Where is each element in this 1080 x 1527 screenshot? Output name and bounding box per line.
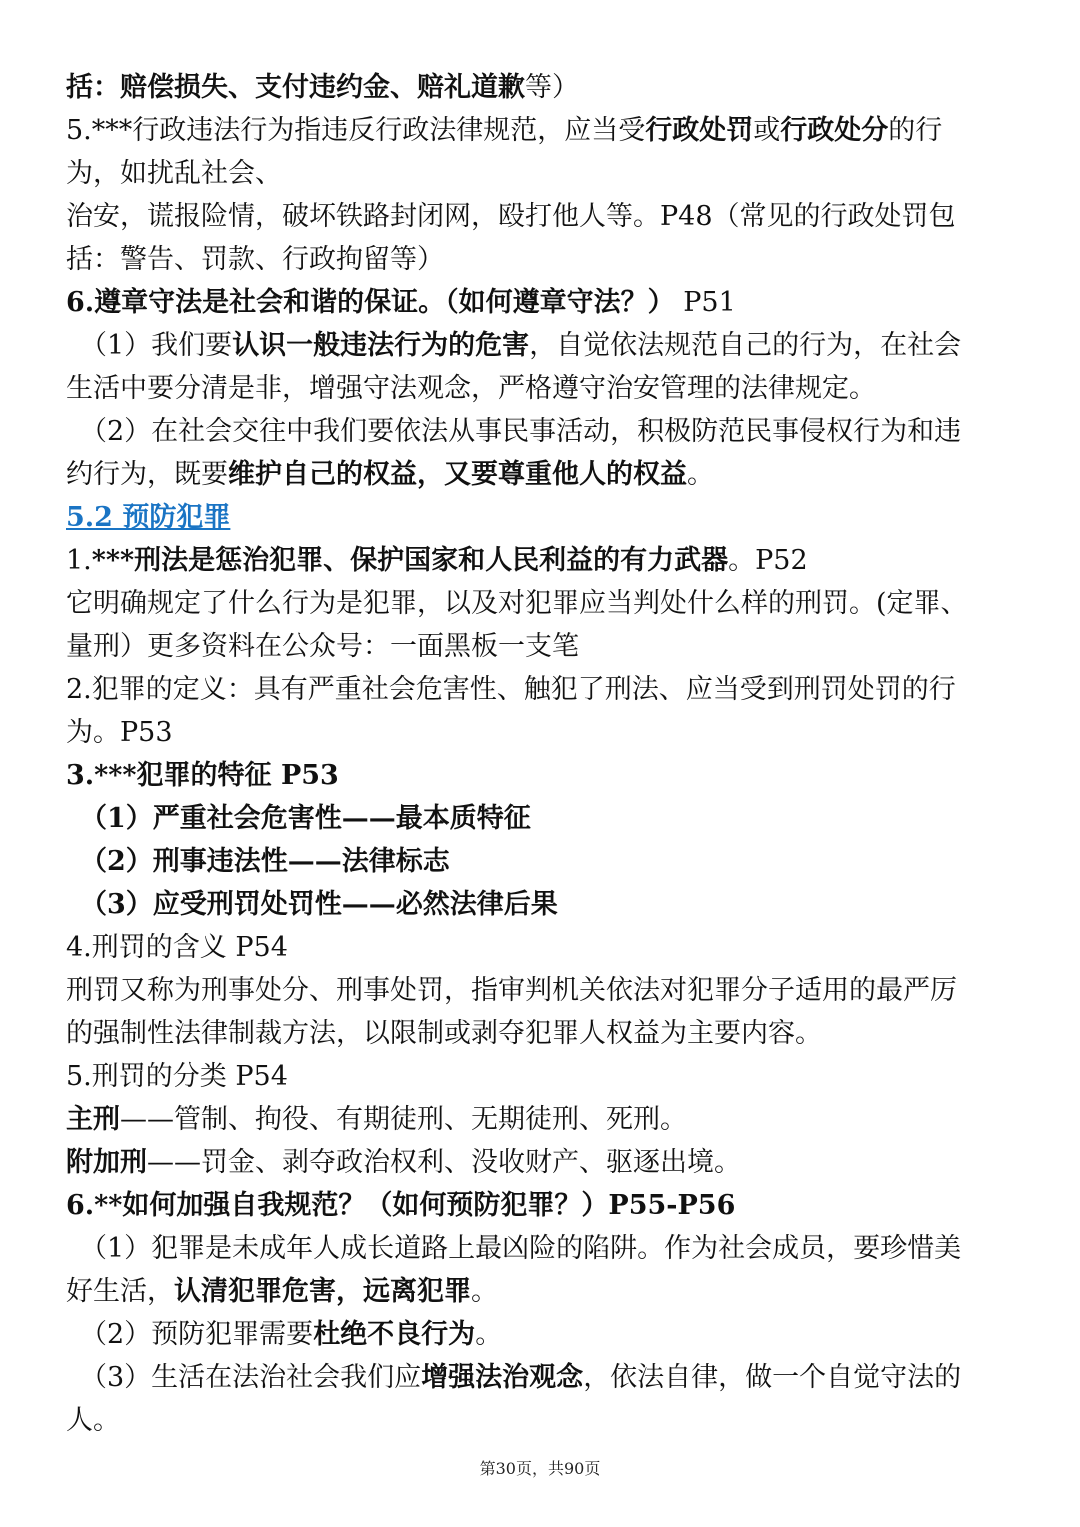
text-line: 4.刑罚的含义 P54 bbox=[66, 932, 288, 963]
text-line: （1）我们要认识一般违法行为的危害，自觉依法规范自己的行为，在社会 bbox=[80, 330, 962, 361]
text-line: 治安，谎报险情，破坏铁路封闭网，殴打他人等。P48（常见的行政处罚包 bbox=[66, 201, 956, 232]
page-content bbox=[66, 66, 1018, 1442]
text-line: 量刑）更多资料在公众号：一面黑板一支笔 bbox=[66, 631, 579, 662]
text-line: 它明确规定了什么行为是犯罪，以及对犯罪应当判处什么样的刑罚。(定罪、 bbox=[66, 588, 968, 619]
section-title: 5.2 预防犯罪 bbox=[66, 502, 231, 533]
text-line: 为，如扰乱社会、 bbox=[66, 158, 282, 189]
text-line: 附加刑——罚金、剥夺政治权利、没收财产、驱逐出境。 bbox=[66, 1147, 741, 1178]
heading-line: 6.遵章守法是社会和谐的保证。（如何遵章守法？） P51 bbox=[66, 287, 736, 318]
feature-item: （1）严重社会危害性——最本质特征 bbox=[80, 803, 531, 834]
text-line: 1.***刑法是惩治犯罪、保护国家和人民利益的有力武器。P52 bbox=[66, 545, 808, 576]
text-line: 5.***行政违法行为指违反行政法律规范，应当受行政处罚或行政处分的行 bbox=[66, 115, 943, 146]
text-line: 2.犯罪的定义：具有严重社会危害性、触犯了刑法、应当受到刑罚处罚的行 bbox=[66, 674, 956, 705]
text-line: 约行为，既要维护自己的权益，又要尊重他人的权益。 bbox=[66, 459, 714, 490]
text-line: 括：警告、罚款、行政拘留等） bbox=[66, 244, 444, 275]
text-line: 刑罚又称为刑事处分、刑事处罚，指审判机关依法对犯罪分子适用的最严厉 bbox=[66, 975, 957, 1006]
text-line: 主刑——管制、拘役、有期徒刑、无期徒刑、死刑。 bbox=[66, 1104, 687, 1135]
text-line: （2）在社会交往中我们要依法从事民事活动，积极防范民事侵权行为和违 bbox=[80, 416, 962, 447]
heading-line: 3.***犯罪的特征 P53 bbox=[66, 760, 339, 791]
feature-item: （2）刑事违法性——法律标志 bbox=[80, 846, 450, 877]
text-line: 5.刑罚的分类 P54 bbox=[66, 1061, 288, 1092]
text-line: 括：赔偿损失、支付违约金、赔礼道歉等） bbox=[66, 72, 579, 103]
text-line: 人。 bbox=[66, 1405, 120, 1436]
text-line: （2）预防犯罪需要杜绝不良行为。 bbox=[80, 1319, 503, 1350]
text-line: （1）犯罪是未成年人成长道路上最凶险的陷阱。作为社会成员，要珍惜美 bbox=[80, 1233, 962, 1264]
text-line: 生活中要分清是非，增强守法观念，严格遵守治安管理的法律规定。 bbox=[66, 373, 876, 404]
text-line: 的强制性法律制裁方法，以限制或剥夺犯罪人权益为主要内容。 bbox=[66, 1018, 822, 1049]
page-number: 第30页，共90页 bbox=[479, 1459, 601, 1478]
feature-item: （3）应受刑罚处罚性——必然法律后果 bbox=[80, 889, 558, 920]
text-line: （3）生活在法治社会我们应增强法治观念，依法自律，做一个自觉守法的 bbox=[80, 1362, 962, 1393]
heading-line: 6.**如何加强自我规范？（如何预防犯罪？）P55-P56 bbox=[66, 1190, 736, 1221]
text-line: 为。P53 bbox=[66, 717, 173, 748]
text-line: 好生活，认清犯罪危害，远离犯罪。 bbox=[66, 1276, 498, 1307]
